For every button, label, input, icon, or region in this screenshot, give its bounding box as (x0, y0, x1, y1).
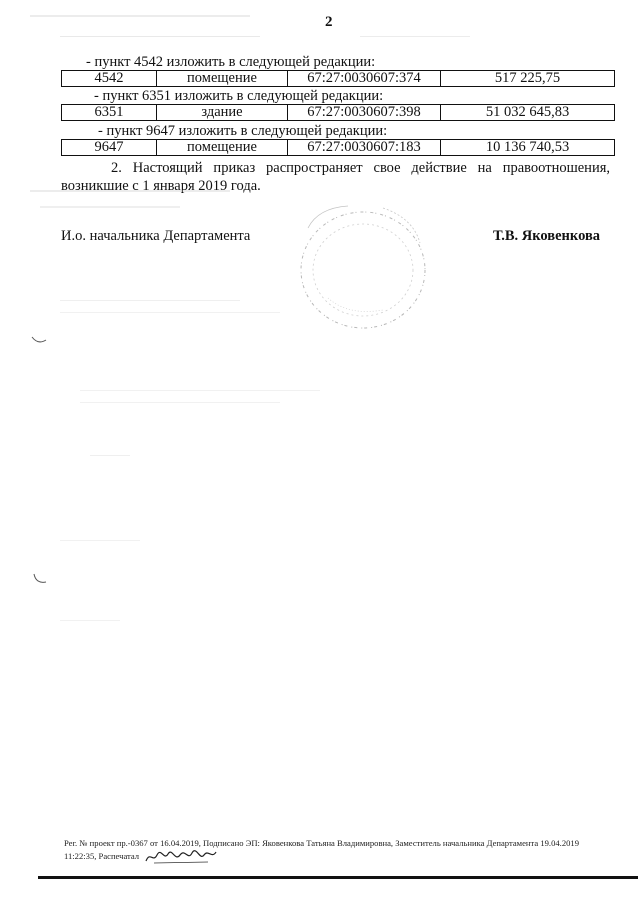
clause-4542: - пункт 4542 изложить в следующей редакции: (86, 54, 376, 70)
handwritten-signature-icon (144, 849, 218, 865)
cell-object-type: здание (157, 105, 288, 121)
paragraph-2-line-1: 2. Настоящий приказ распространяет свое действие на правоотношения, (111, 160, 610, 176)
paragraph-2 (61, 159, 610, 195)
table-row (62, 71, 615, 87)
signatory-position: И.о. начальника Департамента (61, 228, 251, 244)
cell-cadastral-number: 67:27:0030607:398 (288, 105, 441, 121)
footer-line-1: Рег. № проект пр.-0367 от 16.04.2019, Подписано ЭП: Яковенкова Татьяна Владимировна, Заместитель начальника Департамента 19.04.2019 (64, 838, 580, 848)
clause-6351: - пункт 6351 изложить в следующей редакции: (94, 88, 384, 104)
cell-cadastral-value: 51 032 645,83 (441, 105, 615, 121)
record-table-6351 (61, 104, 615, 121)
official-stamp-icon (288, 198, 438, 338)
cell-cadastral-number: 67:27:0030607:374 (288, 71, 441, 87)
cell-object-type: помещение (157, 140, 288, 156)
cell-cadastral-number: 67:27:0030607:183 (288, 140, 441, 156)
cell-number: 9647 (62, 140, 157, 156)
page-bottom-border (38, 876, 638, 879)
cell-number: 6351 (62, 105, 157, 121)
paragraph-2-line-2: возникшие с 1 января 2019 года. (61, 178, 261, 194)
page-number: 2 (325, 14, 333, 30)
table-row (62, 140, 615, 156)
cell-object-type: помещение (157, 71, 288, 87)
footer-line-2: 11:22:35, Распечатал (64, 850, 140, 861)
clause-9647: - пункт 9647 изложить в следующей редакции: (98, 123, 388, 139)
signatory-name: Т.В. Яковенкова (493, 228, 601, 244)
footer-registration (64, 838, 594, 865)
record-table-4542 (61, 70, 615, 87)
cell-cadastral-value: 10 136 740,53 (441, 140, 615, 156)
table-row (62, 105, 615, 121)
record-table-9647 (61, 139, 615, 156)
cell-number: 4542 (62, 71, 157, 87)
cell-cadastral-value: 517 225,75 (441, 71, 615, 87)
